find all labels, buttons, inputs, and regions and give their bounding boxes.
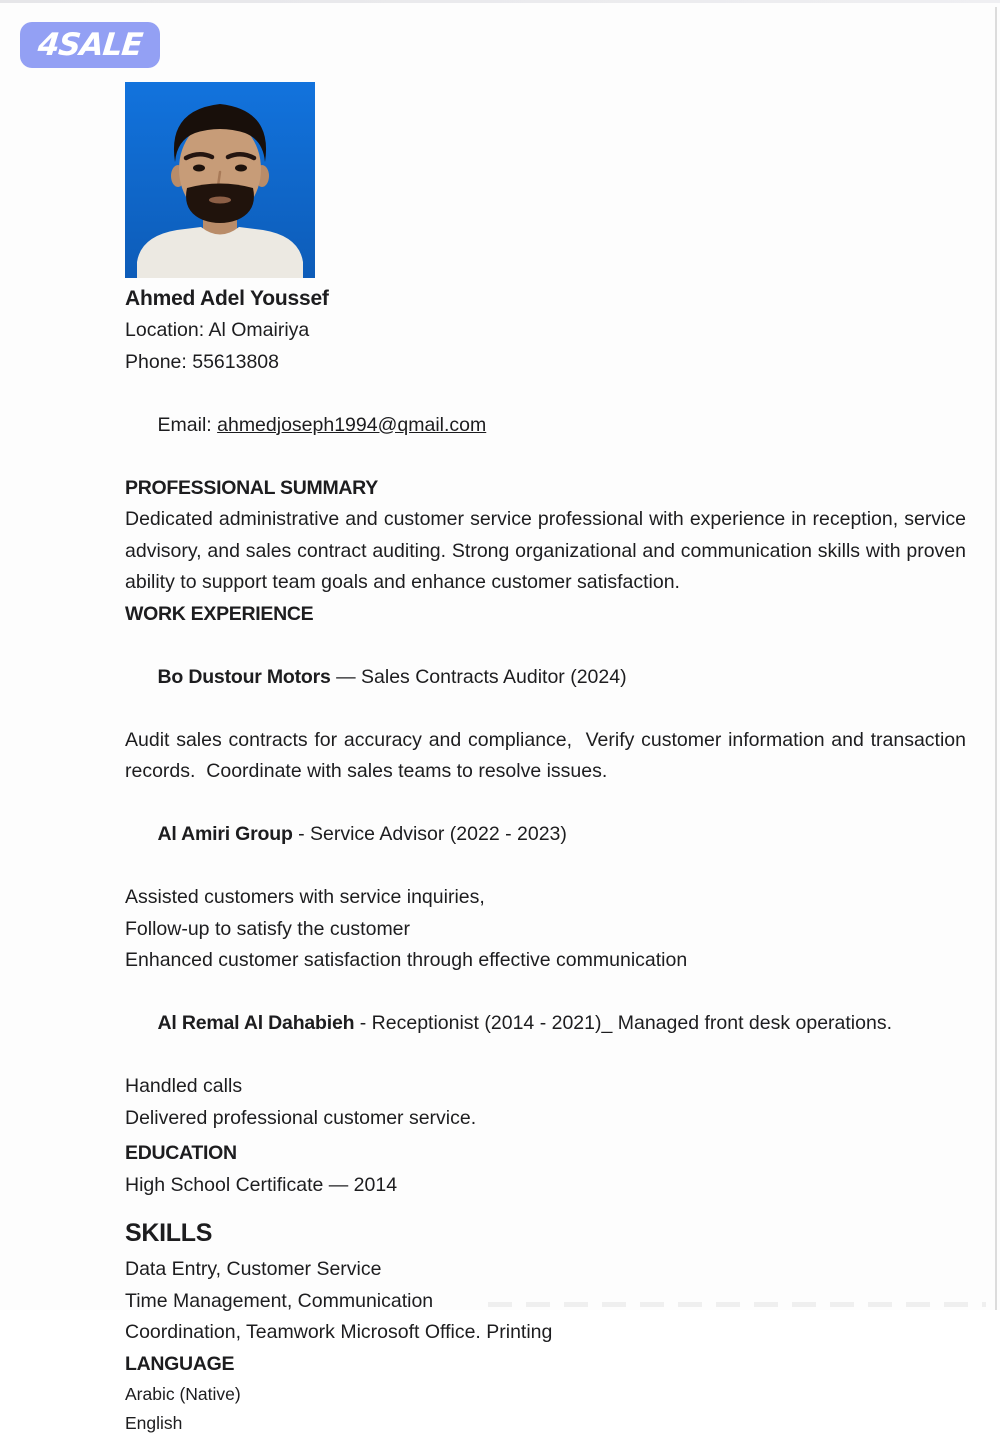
4sale-logo-text: 4SALE: [36, 27, 144, 63]
professional-summary-text: Dedicated administrative and customer service professional with experience in reception, service advisory, and sales contract auditing. Strong organizational and communication skills with proven ability to support team goals and enhance customer satisfaction.: [125, 508, 972, 593]
skills-item: Coordination, Teamwork Microsoft Office. Printing: [125, 1321, 553, 1343]
job-title-line: [125, 977, 966, 1072]
job-role: - Service Advisor (2022 - 2023): [292, 823, 567, 845]
skills-list: [125, 1254, 966, 1349]
job-detail: Handled calls: [125, 1075, 243, 1097]
resume-content: [125, 0, 972, 1438]
job-title-line: [125, 630, 966, 725]
job-detail: Assisted customers with service inquiries,: [125, 886, 485, 908]
job-role: - Receptionist (2014 - 2021)_ Managed front desk operations.: [354, 1012, 892, 1034]
job-title-line: [125, 788, 966, 883]
phone-line: Phone: 55613808: [125, 350, 279, 373]
candidate-name: Ahmed Adel Youssef: [125, 287, 329, 310]
job-detail: Audit sales contracts for accuracy and compliance, Verify customer information and transaction records. Coordinate with sales teams to resolve issues.: [125, 728, 972, 782]
language-item: Arabic (Native): [125, 1384, 241, 1404]
skills-item: Time Management, Communication: [125, 1289, 434, 1312]
section-heading-skills: SKILLS: [125, 1219, 213, 1247]
scan-artifact-right-edge: [995, 7, 997, 1310]
job-detail: Delivered professional customer service.: [125, 1106, 477, 1129]
location-line: Location: Al Omairiya: [125, 319, 310, 341]
job-company: Al Amiri Group: [157, 823, 293, 845]
skills-item: Data Entry, Customer Service: [125, 1258, 382, 1280]
language-item: English: [125, 1413, 183, 1433]
section-heading-professional-summary: PROFESSIONAL SUMMARY: [125, 476, 378, 499]
job-company: Al Remal Al Dahabieh: [157, 1012, 355, 1034]
email-link[interactable]: ahmedjoseph1994@qmail.com: [217, 413, 487, 436]
education-item: High School Certificate — 2014: [125, 1173, 398, 1196]
section-heading-education: EDUCATION: [125, 1142, 237, 1164]
section-heading-language: LANGUAGE: [125, 1352, 235, 1375]
job-role: — Sales Contracts Auditor (2024): [330, 665, 627, 688]
email-label: Email:: [157, 413, 218, 436]
job-company: Bo Dustour Motors: [157, 665, 331, 688]
profile-photo: [125, 82, 315, 278]
job-detail: Enhanced customer satisfaction through effective communication: [125, 949, 688, 971]
section-heading-work-experience: WORK EXPERIENCE: [125, 602, 314, 625]
job-detail: Follow-up to satisfy the customer: [125, 917, 411, 940]
email-line: [125, 378, 966, 473]
